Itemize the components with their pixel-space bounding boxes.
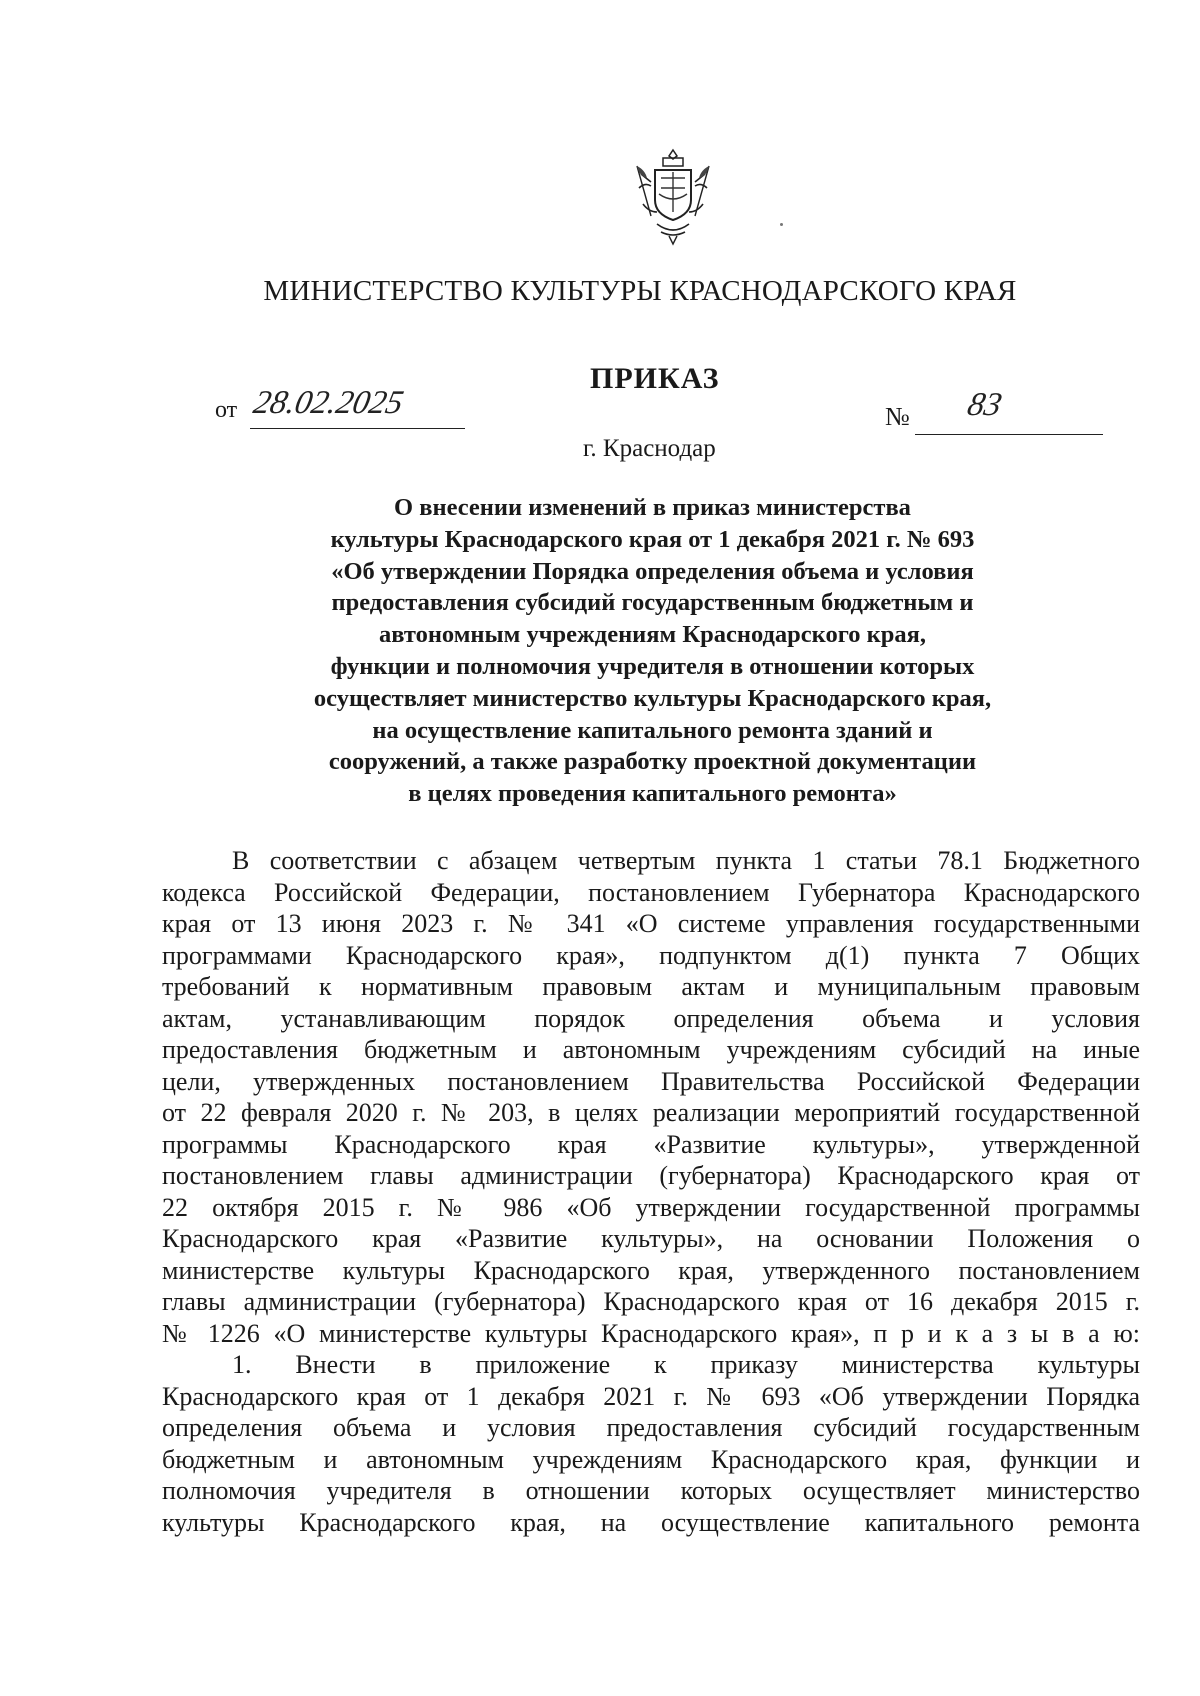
- body-line: Краснодарского края «Развитие культуры», на основании Положения о: [162, 1224, 1140, 1253]
- number-label: №: [885, 402, 910, 431]
- heading-line: культуры Краснодарского края от 1 декабря 2021 г. № 693: [330, 525, 975, 553]
- body-line: от 22 февраля 2020 г. № 203, в целях реализации мероприятий государственной: [162, 1098, 1140, 1127]
- body-line: предоставления бюджетным и автономным учреждениям субсидий на иные: [162, 1035, 1140, 1064]
- heading-line: на осуществление капитального ремонта зданий и: [372, 716, 933, 744]
- body-line: постановлением главы администрации (губернатора) Краснодарского края от: [162, 1161, 1140, 1190]
- heading-line: «Об утверждении Порядка определения объема и условия: [331, 557, 974, 585]
- body-line: актам, устанавливающим порядок определения объема и условия: [162, 1003, 1140, 1033]
- body-line: полномочия учредителя в отношении которых осуществляет министерство: [162, 1476, 1140, 1505]
- body-line: определения объема и условия предоставления субсидий государственным: [162, 1413, 1140, 1442]
- body-line: Краснодарского края от 1 декабря 2021 г. № 693 «Об утверждении Порядка: [162, 1381, 1140, 1411]
- heading-line: функции и полномочия учредителя в отношении которых: [330, 652, 975, 680]
- body-line: края от 13 июня 2023 г. № 341 «О системе управления государственными: [162, 909, 1140, 938]
- scan-speck: [780, 223, 783, 226]
- ministry-name: МИНИСТЕРСТВО КУЛЬТУРЫ КРАСНОДАРСКОГО КРАЯ: [263, 275, 1017, 307]
- krasnodar-coat-of-arms-icon: [633, 148, 713, 248]
- heading-line: сооружений, а также разработку проектной документации: [328, 748, 977, 776]
- body-line: кодекса Российской Федерации, постановлением Губернатора Краснодарского: [162, 877, 1140, 907]
- date-label: от: [215, 397, 238, 423]
- heading-line: О внесении изменений в приказ министерства: [394, 494, 911, 521]
- handwritten-number: 83: [964, 387, 1005, 423]
- body-line: 1. Внести в приложение к приказу министерства культуры: [232, 1350, 1140, 1379]
- body-line: 22 октября 2015 г. № 986 «Об утверждении государственной программы: [162, 1192, 1140, 1222]
- order-title: ПРИКАЗ: [590, 362, 720, 395]
- body-line: бюджетным и автономным учреждениям Краснодарского края, функции и: [162, 1444, 1140, 1474]
- city: г. Краснодар: [583, 435, 716, 462]
- body-line: В соответствии с абзацем четвертым пункта 1 статьи 78.1 Бюджетного: [232, 846, 1140, 875]
- body-line: требований к нормативным правовым актам и муниципальным правовым: [162, 972, 1140, 1001]
- body-line: программами Краснодарского края», подпунктом д(1) пункта 7 Общих: [162, 940, 1140, 970]
- body-line: министерстве культуры Краснодарского края, утвержденного постановлением: [162, 1255, 1140, 1285]
- order-heading: [255, 492, 1050, 810]
- heading-line: автономным учреждениям Краснодарского края,: [378, 621, 926, 649]
- body-line: главы администрации (губернатора) Краснодарского края от 16 декабря 2015 г.: [162, 1287, 1140, 1316]
- heading-line: осуществляет министерство культуры Краснодарского края,: [313, 684, 992, 712]
- body-line: цели, утвержденных постановлением Правительства Российской Федерации: [162, 1066, 1140, 1096]
- order-body: [162, 845, 1140, 1538]
- heading-line: предоставления субсидий государственным бюджетным и: [331, 589, 974, 617]
- date-underline: [250, 428, 465, 429]
- heading-line: в целях проведения капитального ремонта»: [408, 780, 897, 808]
- body-line: программы Краснодарского края «Развитие культуры», утвержденной: [162, 1129, 1140, 1159]
- handwritten-date: 28.02.2025: [250, 385, 407, 421]
- body-line: № 1226 «О министерстве культуры Краснодарского края», п р и к а з ы в а ю:: [162, 1318, 1140, 1348]
- body-line: культуры Краснодарского края, на осуществление капитального ремонта: [162, 1507, 1140, 1537]
- number-underline: [915, 434, 1103, 435]
